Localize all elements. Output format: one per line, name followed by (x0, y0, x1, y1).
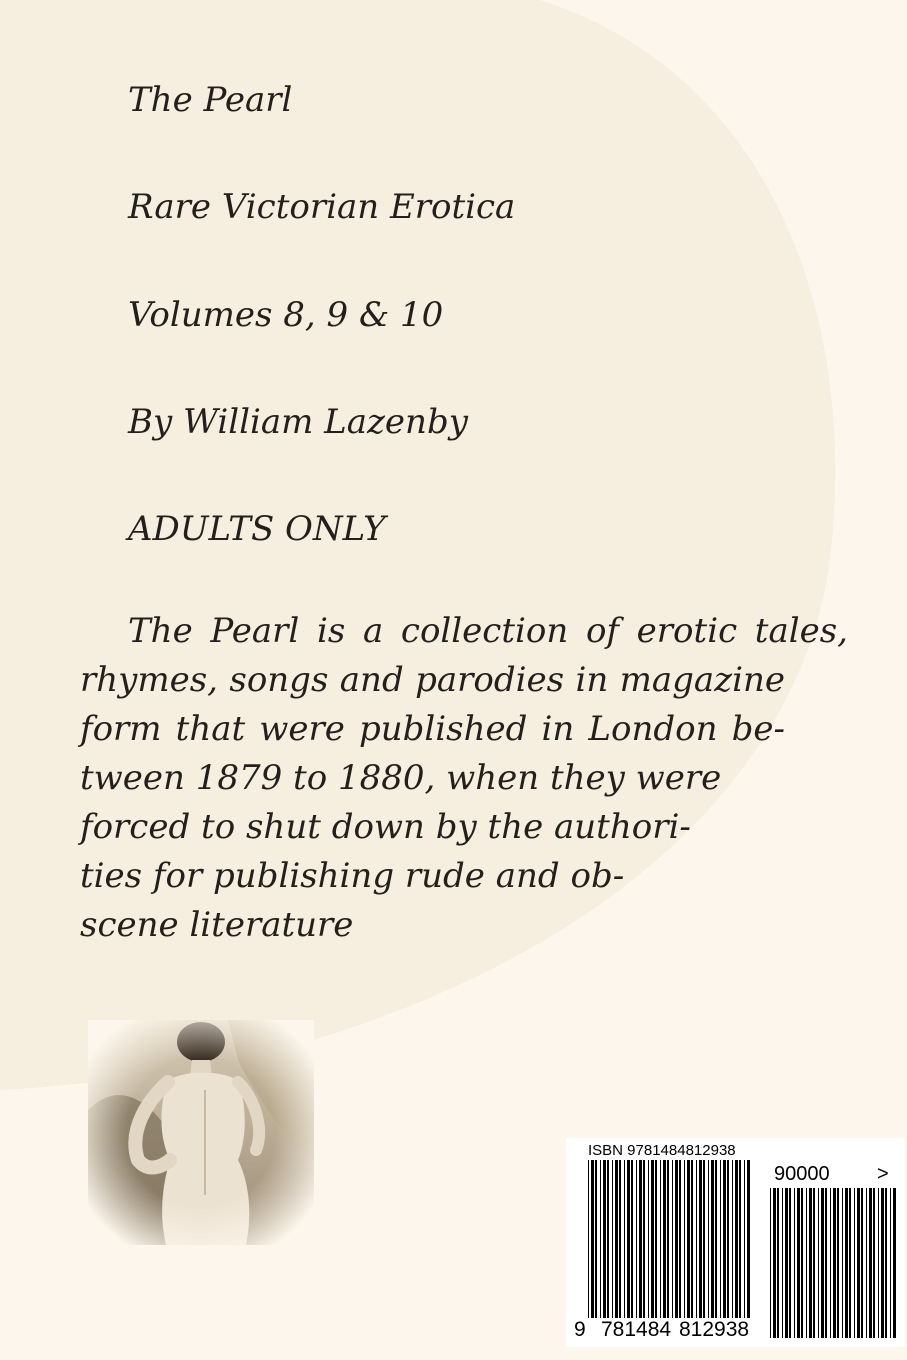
book-title: The Pearl (128, 80, 293, 120)
barcode-digits-left: 781484 (601, 1318, 672, 1341)
blurb-line: scene literature (80, 905, 354, 945)
blurb-line: form that were published in London be- (80, 709, 785, 749)
vintage-photo (88, 1020, 314, 1245)
barcode-digit-first: 9 (574, 1318, 586, 1341)
blurb-line: The Pearl is a collection of erotic tales, (128, 611, 848, 651)
price-code: 90000 (774, 1163, 830, 1185)
barcode-digits-right: 812938 (679, 1318, 750, 1341)
blurb-line: ties for publishing rude and ob- (80, 856, 625, 896)
volumes-text: Volumes 8, 9 & 10 (128, 295, 444, 335)
blurb-line: tween 1879 to 1880, when they were (80, 758, 722, 798)
isbn-label: ISBN 9781484812938 (588, 1142, 736, 1159)
author-text: By William Lazenby (128, 402, 468, 442)
blurb-line: forced to shut down by the authori- (80, 807, 691, 847)
book-subtitle: Rare Victorian Erotica (128, 187, 516, 227)
blurb-line: rhymes, songs and parodies in magazine (80, 660, 785, 700)
description-blurb (80, 607, 848, 950)
barcode-box (566, 1138, 905, 1347)
adults-only-text: ADULTS ONLY (128, 509, 386, 549)
price-arrow: > (877, 1163, 889, 1185)
